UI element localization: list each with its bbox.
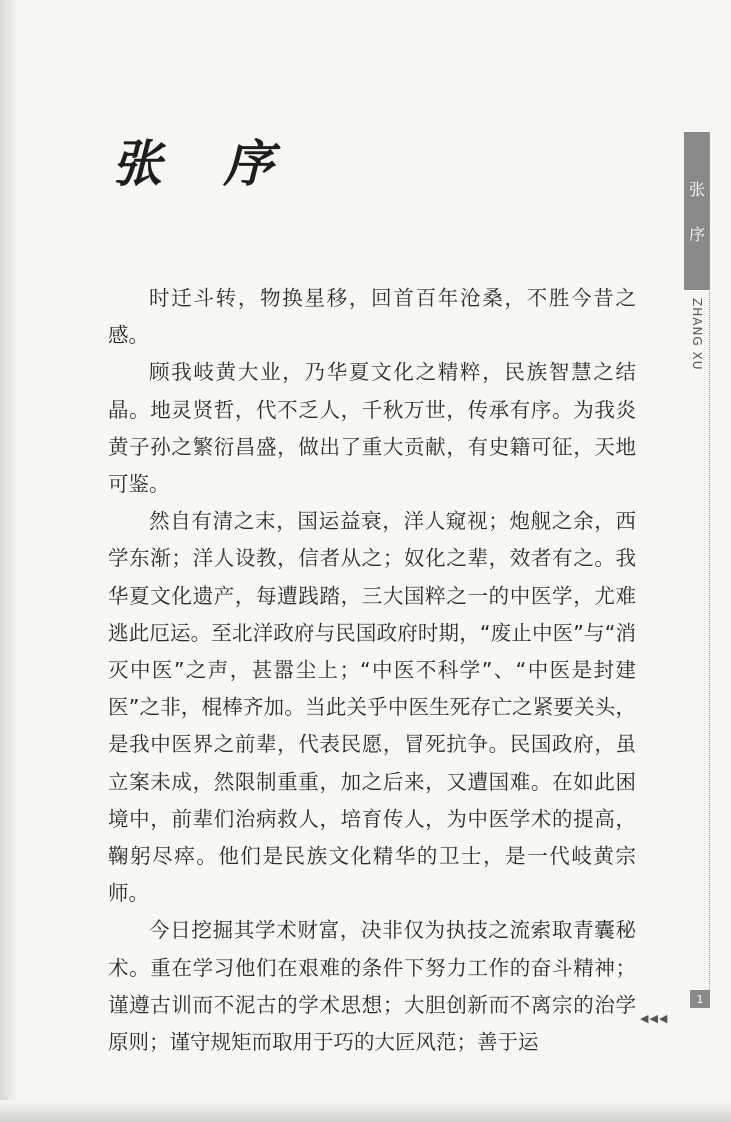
side-dotted-rule: [709, 132, 710, 990]
side-tab-romanization: ZHANG XU: [690, 298, 704, 371]
page-number-badge: 1: [690, 990, 710, 1008]
preface-body: [108, 280, 636, 1061]
page-bottom-shadow: [0, 1100, 731, 1122]
side-tab-char-2: 序: [688, 225, 705, 244]
paragraph-1: 时迁斗转，物换星移，回首百年沧桑，不胜今昔之感。: [108, 286, 636, 348]
page-binding-shadow: [0, 0, 18, 1122]
side-tab-char-1: 张: [688, 180, 705, 199]
paragraph-4: 今日挖掘其学术财富，决非仅为执技之流索取青囊秘术。重在学习他们在艰难的条件下努力工作的奋斗精神；谨遵古训而不泥古的学术思想；大胆创新而不离宗的治学原则；谨守规矩而取用于巧的大匠风范；善于运: [108, 918, 636, 1055]
paragraph-2: 顾我岐黄大业，乃华夏文化之精粹，民族智慧之结晶。地灵贤哲，代不乏人，千秋万世，传承有序。为我炎黄子孙之繁衍昌盛，做出了重大贡献，有史籍可征，天地可鉴。: [108, 360, 636, 497]
chapter-side-tab: [684, 132, 710, 290]
paragraph-3: 然自有清之末，国运益衰，洋人窥视；炮舰之余，西学东渐；洋人设教，信者从之；奴化之辈，效者有之。我华夏文化遗产，每遭践踏，三大国粹之一的中医学，尤难逃此厄运。至北洋政府与民国政府时期，“废止中医”与“消灭中医”之声，甚嚣尘上；“中医不科学”、“中医是封建医”之非，棍棒齐加。当此关乎中医生死存亡之紧要关头，是我中医界之前辈，代表民愿，冒死抗争。民国政府，虽立案未成，然限制重重，加之后来，又遭国难。在如此困境中，前辈们治病救人，培育传人，为中医学术的提高，鞠躬尽瘁。他们是民族文化精华的卫士，是一代岐黄宗师。: [108, 509, 636, 906]
nav-arrows-icon: ◀◀◀: [640, 1012, 669, 1025]
page-title: 张 序: [112, 134, 296, 193]
